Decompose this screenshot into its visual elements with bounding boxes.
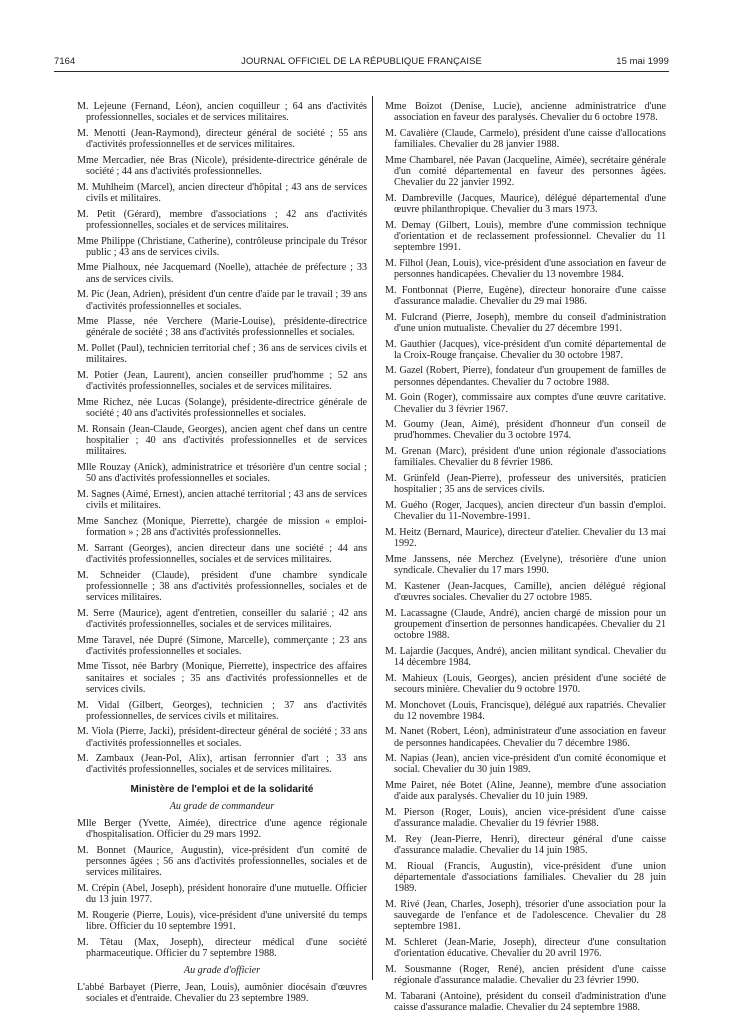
nominee-entry: M. Goumy (Jean, Aimé), président d'honneur d'un conseil de prud'hommes. Chevalier du 3 octobre 1974. bbox=[385, 419, 666, 442]
nominee-entry: Mme Tissot, née Barbry (Monique, Pierrette), inspectrice des affaires sanitaires et sociales ; 35 ans d'activités professionnelles et de services civils. bbox=[77, 661, 367, 695]
nominee-entry: M. Filhol (Jean, Louis), vice-président d'une association en faveur de personnes handicapées. Chevalier du 13 novembre 1984. bbox=[385, 257, 666, 280]
nominee-entry: M. Gazel (Robert, Pierre), fondateur d'un groupement de familles de personnes dépendantes. Chevalier du 7 octobre 1988. bbox=[385, 365, 666, 388]
nominee-entry: M. Serre (Maurice), agent d'entretien, conseiller du salarié ; 42 ans d'activités professionnelles, sociales et de services militaires. bbox=[77, 607, 367, 630]
nominee-entry: M. Demay (Gilbert, Louis), membre d'une commission technique d'orientation et de reclassement professionnel. Chevalier du 11 septembre 1991. bbox=[385, 219, 666, 254]
nominee-entry: Mme Pairet, née Botet (Aline, Jeanne), membre d'une association d'aide aux paralysés. Chevalier du 10 juin 1989. bbox=[385, 780, 666, 803]
section-title: Ministère de l'emploi et de la solidarité bbox=[130, 783, 314, 795]
nominee-entry: M. Lejeune (Fernand, Léon), ancien coquilleur ; 64 ans d'activités professionnelles, sociales et de services militaires. bbox=[77, 101, 367, 124]
nominee-entry: M. Grünfeld (Jean-Pierre), professeur des universités, praticien hospitalier ; 35 ans de services civils. bbox=[385, 473, 666, 496]
header-rule bbox=[54, 71, 669, 72]
nominee-entry: M. Tabarani (Antoine), président du conseil d'administration d'une caisse d'assurance maladie. Chevalier du 24 septembre 1988. bbox=[385, 990, 666, 1014]
nominee-entry: M. Heitz (Bernard, Maurice), directeur d'atelier. Chevalier du 13 mai 1992. bbox=[385, 526, 666, 550]
nominee-entry: M. Muhlheim (Marcel), ancien directeur d'hôpital ; 43 ans de services civils et militaires. bbox=[77, 181, 367, 204]
nominee-entry: M. Dambreville (Jacques, Maurice), délégué départemental d'une œuvre philanthropique. Chevalier du 3 mars 1973. bbox=[385, 192, 666, 216]
chevalier-list bbox=[385, 101, 666, 1013]
nominee-entry: Mme Sanchez (Monique, Pierrette), chargée de mission « emploi-formation » ; 28 ans d'activités professionnelles. bbox=[77, 515, 367, 538]
grade-heading-officier: Au grade d'officier bbox=[183, 965, 261, 977]
commandeur-list bbox=[77, 818, 367, 959]
nominee-entry: M. Grenan (Marc), président d'une union régionale d'associations familiales. Chevalier du 8 février 1986. bbox=[385, 446, 666, 469]
nominee-entry: M. Rioual (Francis, Augustin), vice-président d'une union départementale d'associations familiales. Chevalier du 28 juin 1989. bbox=[385, 860, 666, 895]
nominee-entry: M. Potier (Jean, Laurent), ancien conseiller prud'homme ; 52 ans d'activités professionnelles, sociales et de services militaires. bbox=[77, 370, 367, 393]
nominee-entry: M. Têtau (Max, Joseph), directeur médical d'une société pharmaceutique. Officier du 7 septembre 1988. bbox=[77, 936, 367, 959]
nominee-entry: M. Rivé (Jean, Charles, Joseph), trésorier d'une association pour la sauvegarde de l'enfance et de l'adolescence. Chevalier du 28 septembre 1981. bbox=[385, 899, 666, 933]
nominee-entry: Mlle Rouzay (Anick), administratrice et trésorière d'un centre social ; 50 ans d'activités professionnelles et sociales. bbox=[77, 461, 367, 485]
nominee-entry: Mme Plasse, née Verchere (Marie-Louise), présidente-directrice générale de société ; 38 ans d'activités professionnelles et sociales. bbox=[77, 316, 367, 339]
nominee-entry: M. Nanet (Robert, Léon), administrateur d'une association en faveur de personnes handicapées. Chevalier du 7 décembre 1986. bbox=[385, 726, 666, 749]
nominee-entry: M. Kastener (Jean-Jacques, Camille), ancien délégué régional d'œuvres sociales. Chevalier du 27 octobre 1985. bbox=[385, 580, 666, 603]
nominee-entry: M. Rougerie (Pierre, Louis), vice-président d'une université du temps libre. Officier du 10 septembre 1991. bbox=[77, 909, 367, 932]
nominee-entry: M. Sarrant (Georges), ancien directeur dans une société ; 44 ans d'activités professionnelles, sociales et de services militaires. bbox=[77, 542, 367, 565]
nominee-entry: M. Goin (Roger), commissaire aux comptes d'une œuvre caritative. Chevalier du 3 février 1967. bbox=[385, 392, 666, 415]
nominee-entry: Mme Janssens, née Merchez (Evelyne), trésorière d'une union syndicale. Chevalier du 17 mars 1990. bbox=[385, 553, 666, 576]
nominee-entry: M. Sousmanne (Roger, René), ancien président d'une caisse régionale d'assurance maladie. Chevalier du 23 février 1990. bbox=[385, 963, 666, 987]
nominee-entry: M. Pollet (Paul), technicien territorial chef ; 36 ans de services civils et militaires. bbox=[77, 343, 367, 366]
nominee-entry: M. Bonnet (Maurice, Augustin), vice-président d'un comité de personnes âgées ; 56 ans d'activités professionnelles, sociales et de services militaires. bbox=[77, 844, 367, 879]
nominee-entry: M. Rey (Jean-Pierre, Henri), directeur général d'une caisse d'assurance maladie. Chevalier du 14 juin 1985. bbox=[385, 834, 666, 857]
nominee-entry: M. Zambaux (Jean-Pol, Alix), artisan ferronnier d'art ; 33 ans d'activités professionnelles, sociales et de services militaires. bbox=[77, 753, 367, 776]
nominee-entry: M. Schleret (Jean-Marie, Joseph), directeur d'une consultation d'orientation éducative. Chevalier du 20 avril 1976. bbox=[385, 937, 666, 960]
page-header bbox=[54, 55, 669, 71]
grade-heading-commandeur: Au grade de commandeur bbox=[169, 800, 275, 812]
column-divider bbox=[372, 96, 373, 980]
nominee-entry: M. Fontbonnat (Pierre, Eugène), directeur honoraire d'une caisse d'assurance maladie. Chevalier du 29 mai 1986. bbox=[385, 284, 666, 307]
nominee-entry: M. Schneider (Claude), président d'une chambre syndicale professionnelle ; 38 ans d'activités professionnelles, sociales et de services militaires. bbox=[77, 569, 367, 603]
nominee-entry: L'abbé Barbayet (Pierre, Jean, Louis), aumônier diocésain d'œuvres sociales et d'entraide. Chevalier du 23 septembre 1989. bbox=[77, 982, 367, 1005]
nominee-entry: Mlle Berger (Yvette, Aimée), directrice d'une agence régionale d'hospitalisation. Officier du 29 mars 1992. bbox=[77, 817, 367, 841]
publication-date: 15 mai 1999 bbox=[616, 55, 669, 66]
nominee-entry: M. Menotti (Jean-Raymond), directeur général de société ; 55 ans d'activités professionnelles et de services militaires. bbox=[77, 127, 367, 151]
nominee-entry: Mme Mercadier, née Bras (Nicole), présidente-directrice générale de société ; 44 ans d'activités professionnelles. bbox=[77, 154, 367, 177]
nominee-entry: M. Mahieux (Louis, Georges), ancien président d'une société de secours minière. Chevalier du 9 octobre 1970. bbox=[385, 672, 666, 695]
nominee-entry: M. Crépin (Abel, Joseph), président honoraire d'une mutuelle. Officier du 13 juin 1977. bbox=[77, 882, 367, 906]
nominee-entry: M. Gauthier (Jacques), vice-président d'un comité départemental de la Croix-Rouge française. Chevalier du 30 octobre 1987. bbox=[385, 338, 666, 361]
nominee-entry: M. Lacassagne (Claude, André), ancien chargé de mission pour un groupement d'insertion de personnes handicapées. Chevalier du 21 octobre 1988. bbox=[385, 607, 666, 641]
nominee-entry: M. Guého (Roger, Jacques), ancien directeur d'un bassin d'emploi. Chevalier du 11-Novembre-1991. bbox=[385, 500, 666, 523]
right-column bbox=[385, 101, 666, 1018]
nominee-entry: Mme Philippe (Christiane, Catherine), contrôleuse principale du Trésor public ; 43 ans de services civils. bbox=[77, 235, 367, 258]
nominee-entry: M. Pic (Jean, Adrien), président d'un centre d'aide par le travail ; 39 ans d'activités professionnelles et sociales. bbox=[77, 289, 367, 312]
nominee-entry: M. Monchovet (Louis, Francisque), délégué aux rapatriés. Chevalier du 12 novembre 1984. bbox=[385, 699, 666, 722]
nominee-entry: M. Lajardie (Jacques, André), ancien militant syndical. Chevalier du 14 décembre 1984. bbox=[385, 645, 666, 668]
nominee-entry: Mme Pialhoux, née Jacquemard (Noelle), attachée de préfecture ; 33 ans de services civils. bbox=[77, 262, 367, 285]
nominee-list bbox=[77, 101, 367, 776]
nominee-entry: M. Napias (Jean), ancien vice-président d'un comité économique et social. Chevalier du 30 juin 1989. bbox=[385, 753, 666, 776]
page-number: 7164 bbox=[54, 55, 76, 66]
journal-title: JOURNAL OFFICIEL DE LA RÉPUBLIQUE FRANÇAISE bbox=[241, 55, 482, 66]
nominee-entry: Mme Richez, née Lucas (Solange), présidente-directrice générale de société ; 40 ans d'activités professionnelles et sociales. bbox=[77, 396, 367, 420]
nominee-entry: Mme Chambarel, née Pavan (Jacqueline, Aimée), secrétaire générale d'un comité départemental en faveur des personnes âgées. Chevalier du 22 janvier 1992. bbox=[385, 154, 666, 189]
nominee-entry: M. Fulcrand (Pierre, Joseph), membre du conseil d'administration d'une union mutualiste. Chevalier du 27 décembre 1991. bbox=[385, 311, 666, 334]
nominee-entry: M. Sagnes (Aimé, Ernest), ancien attaché territorial ; 43 ans de services civils et militaires. bbox=[77, 488, 367, 511]
nominee-entry: M. Vidal (Gilbert, Georges), technicien ; 37 ans d'activités professionnelles, de services civils et militaires. bbox=[77, 699, 367, 722]
nominee-entry: M. Petit (Gérard), membre d'associations ; 42 ans d'activités professionnelles, sociales et de services militaires. bbox=[77, 208, 367, 231]
officier-list bbox=[77, 982, 367, 1004]
nominee-entry: M. Ronsain (Jean-Claude, Georges), ancien agent chef dans un centre hospitalier ; 40 ans d'activités professionnelles et de services militaires. bbox=[77, 423, 367, 458]
nominee-entry: Mme Boizot (Denise, Lucie), ancienne administratrice d'une association en faveur des paralysés. Chevalier du 6 octobre 1978. bbox=[385, 101, 666, 124]
nominee-entry: M. Pierson (Roger, Louis), ancien vice-président d'une caisse d'assurance maladie. Chevalier du 19 février 1988. bbox=[385, 807, 666, 830]
nominee-entry: M. Viola (Pierre, Jacki), président-directeur général de société ; 33 ans d'activités professionnelles et sociales. bbox=[77, 726, 367, 749]
left-column bbox=[77, 101, 367, 1009]
nominee-entry: Mme Taravel, née Dupré (Simone, Marcelle), commerçante ; 23 ans d'activités professionnelles et sociales. bbox=[77, 634, 367, 657]
nominee-entry: M. Cavalière (Claude, Carmelo), président d'une caisse d'allocations familiales. Chevalier du 28 janvier 1988. bbox=[385, 127, 666, 151]
